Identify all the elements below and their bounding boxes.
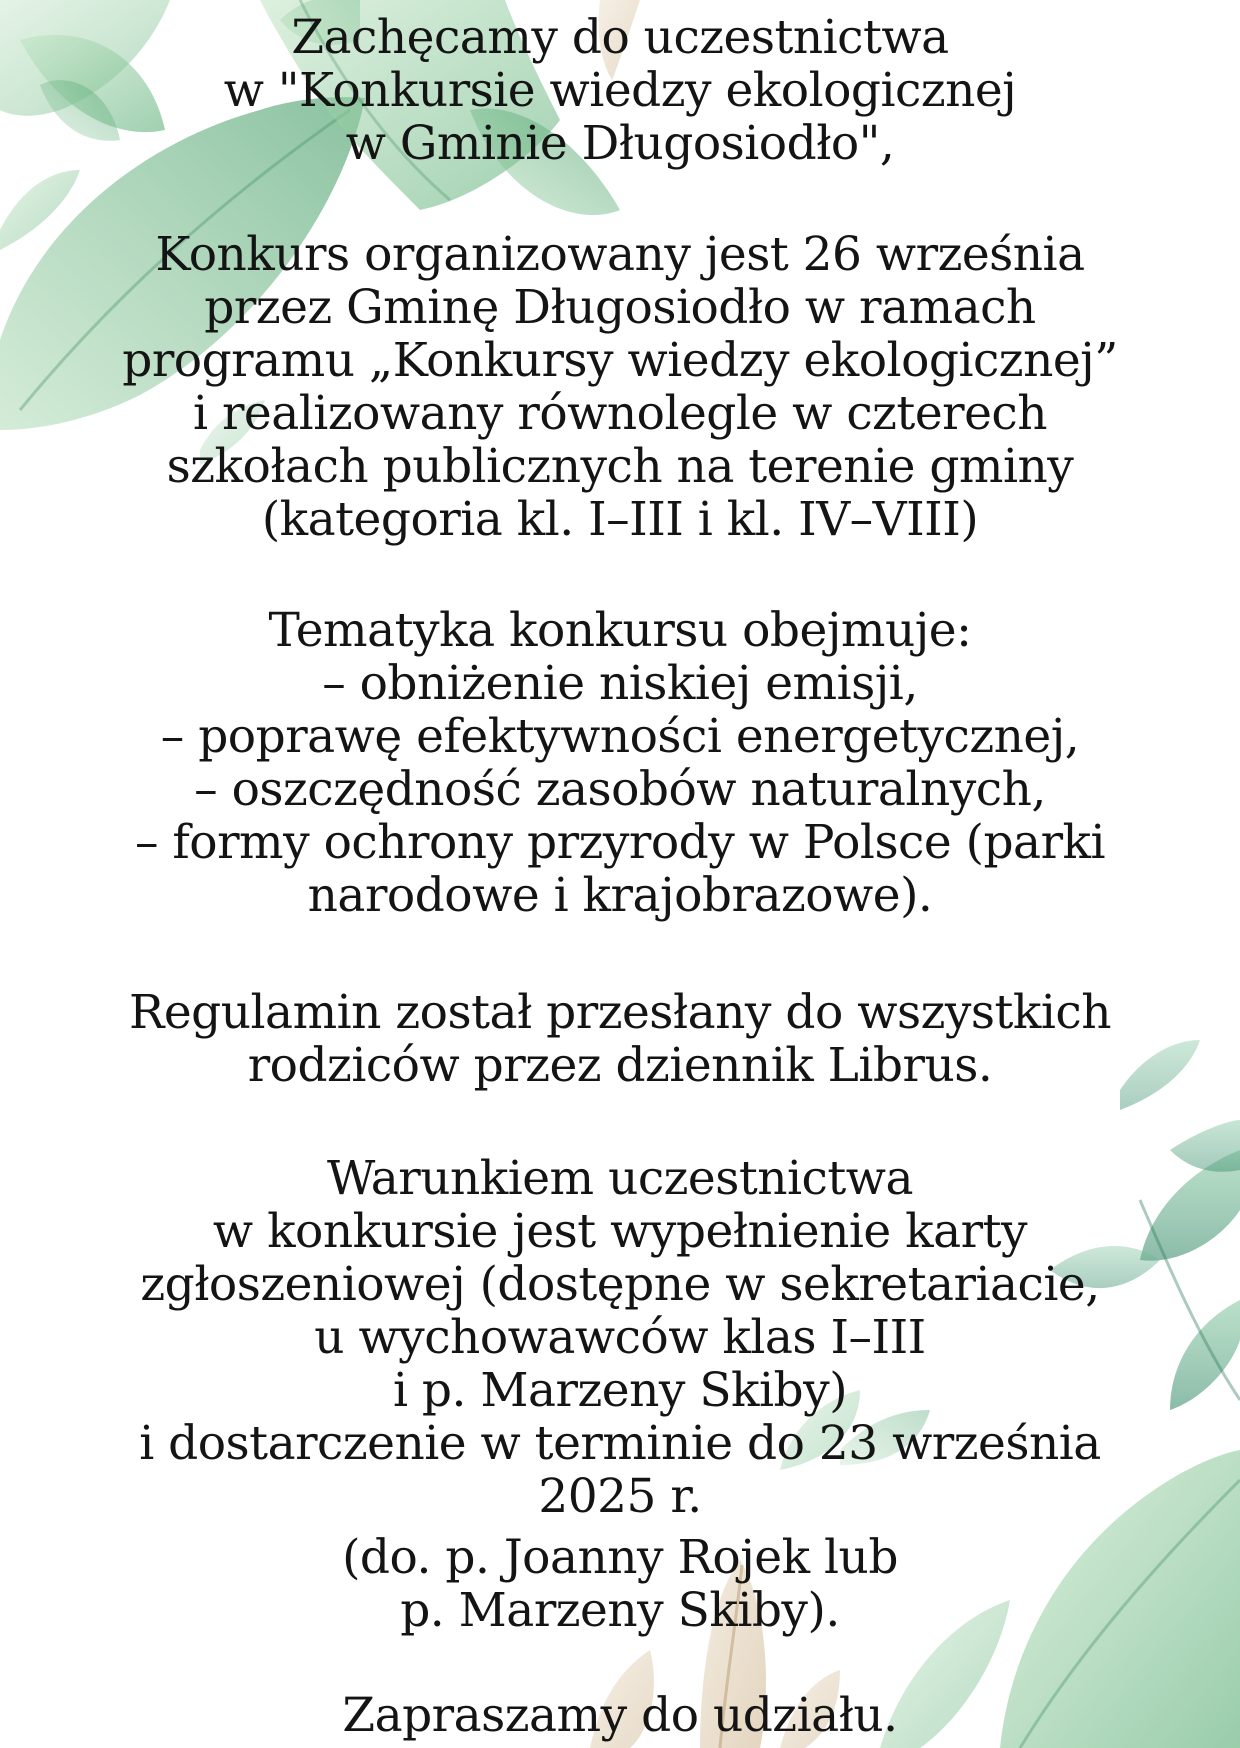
conditions-line-5: i p. Marzeny Skiby) (392, 1363, 848, 1418)
conditions-line-3: zgłoszeniowej (dostępne w sekretariacie, (140, 1257, 1100, 1312)
topics-line-3: – poprawę efektywności energetycznej, (160, 709, 1080, 764)
conditions-line-8: (do. p. Joanny Rojek lub (342, 1530, 898, 1585)
regulations-line-2: rodziców przez dziennik Librus. (247, 1038, 993, 1093)
intro-line-1: Zachęcamy do uczestnictwa (291, 10, 949, 65)
topics-line-4: – oszczędność zasobów naturalnych, (194, 762, 1046, 817)
intro-line-3: w Gminie Długosiodło", (345, 116, 895, 171)
topics-line-1: Tematyka konkursu obejmuje: (268, 603, 972, 658)
organization-line-5: szkołach publicznych na terenie gminy (166, 439, 1074, 494)
topics-line-5: – formy ochrony przyrody w Polsce (parki (134, 815, 1106, 870)
conditions-line-2: w konkursie jest wypełnienie karty (212, 1204, 1028, 1259)
organization-line-6: (kategoria kl. I–III i kl. IV–VIII) (261, 492, 979, 547)
topics-line-6: narodowe i krajobrazowe). (307, 868, 933, 923)
topics-line-2: – obniżenie niskiej emisji, (322, 656, 918, 711)
conditions-line-4: u wychowawców klas I–III (314, 1310, 926, 1365)
conditions-line-7: 2025 r. (538, 1469, 702, 1524)
conditions-line-6: i dostarczenie w terminie do 23 września (139, 1416, 1101, 1471)
closing-line: Zapraszamy do udziału. (342, 1688, 898, 1743)
organization-line-3: programu „Konkursy wiedzy ekologicznej” (122, 333, 1118, 388)
regulations-line-1: Regulamin został przesłany do wszystkich (128, 985, 1112, 1040)
conditions-line-1: Warunkiem uczestnictwa (326, 1151, 914, 1206)
organization-line-4: i realizowany równolegle w czterech (192, 386, 1048, 441)
conditions-line-9: p. Marzeny Skiby). (400, 1583, 840, 1638)
organization-line-2: przez Gminę Długosiodło w ramach (204, 280, 1036, 335)
organization-line-1: Konkurs organizowany jest 26 września (155, 227, 1085, 282)
intro-line-2: w "Konkursie wiedzy ekologicznej (223, 63, 1017, 118)
